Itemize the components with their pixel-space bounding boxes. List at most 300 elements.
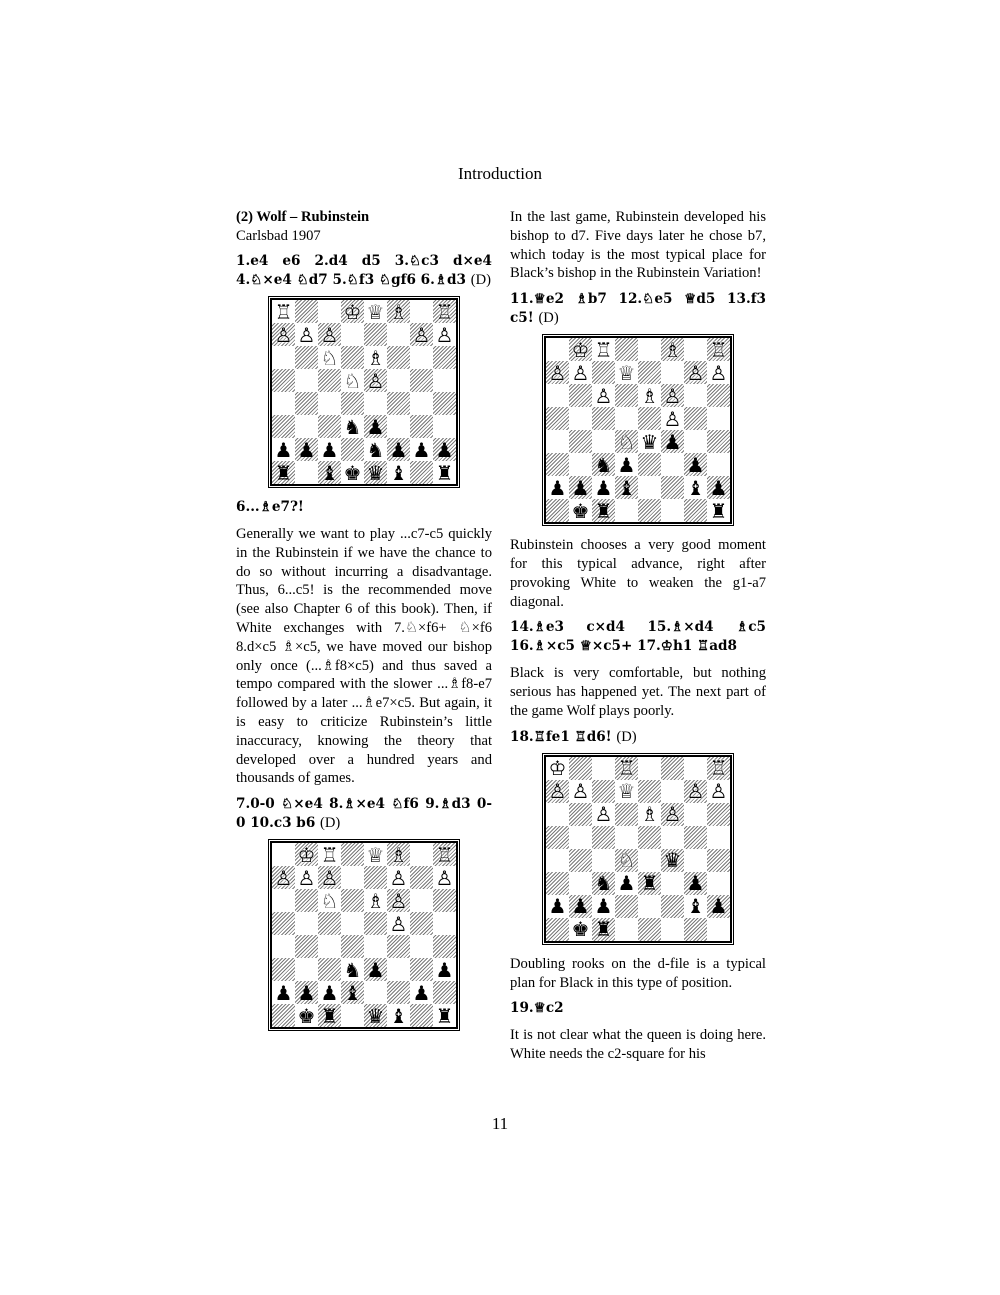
game-title: (2) Wolf – Rubinstein: [236, 209, 370, 225]
chess-piece-icon: ♟: [548, 475, 567, 500]
board-square: [615, 826, 638, 849]
chess-piece-icon: ♛: [366, 1003, 385, 1028]
board-square: [638, 361, 661, 384]
board-square: [433, 369, 456, 392]
chess-piece-icon: ♖: [274, 299, 293, 324]
board-square: [661, 918, 684, 941]
chess-piece-icon: ♗: [389, 842, 408, 867]
board-square: [661, 338, 684, 361]
board-square: [433, 843, 456, 866]
chess-piece-icon: ♖: [320, 842, 339, 867]
board-square: [341, 438, 364, 461]
board-square: [387, 912, 410, 935]
board-square: [433, 889, 456, 912]
board-square: [592, 803, 615, 826]
board-square: [592, 384, 615, 407]
board-square: [615, 499, 638, 522]
board-square: [410, 889, 433, 912]
chess-piece-icon: ♖: [617, 756, 636, 781]
chess-piece-icon: ♟: [709, 475, 728, 500]
board-square: [318, 415, 341, 438]
board-square: [295, 958, 318, 981]
chess-piece-icon: ♞: [343, 414, 362, 439]
board-square: [272, 866, 295, 889]
board-square: [615, 407, 638, 430]
board-square: [272, 415, 295, 438]
board-square: [546, 826, 569, 849]
board-square: [341, 1004, 364, 1027]
board-square: [684, 407, 707, 430]
board-square: [638, 849, 661, 872]
board-square: [364, 346, 387, 369]
board-square: [615, 384, 638, 407]
chess-piece-icon: ♕: [617, 779, 636, 804]
board-square: [341, 958, 364, 981]
board-square: [569, 361, 592, 384]
board-square: [318, 866, 341, 889]
chess-piece-icon: ♙: [548, 360, 567, 385]
board-square: [410, 935, 433, 958]
board-square: [569, 826, 592, 849]
chess-piece-icon: ♗: [366, 888, 385, 913]
board-square: [615, 872, 638, 895]
board-square: [341, 981, 364, 1004]
board-square: [410, 415, 433, 438]
commentary-paragraph: Doubling rooks on the d-file is a typical plan for Black in this type of position.: [510, 955, 766, 991]
chess-piece-icon: ♙: [435, 322, 454, 347]
board-square: [661, 872, 684, 895]
board-square: [707, 895, 730, 918]
board-square: [684, 384, 707, 407]
board-square: [638, 499, 661, 522]
board-square: [364, 889, 387, 912]
chess-piece-icon: ♟: [571, 894, 590, 919]
board-square: [341, 369, 364, 392]
board-square: [661, 430, 684, 453]
board-square: [661, 849, 684, 872]
board-square: [433, 912, 456, 935]
board-square: [707, 918, 730, 941]
board-square: [615, 780, 638, 803]
board-square: [684, 338, 707, 361]
board-square: [318, 346, 341, 369]
chess-piece-icon: ♞: [366, 437, 385, 462]
chess-piece-icon: ♜: [435, 1003, 454, 1028]
chess-piece-icon: ♚: [343, 460, 362, 485]
board-square: [707, 803, 730, 826]
board-square: [592, 430, 615, 453]
chess-piece-icon: ♕: [366, 299, 385, 324]
board-square: [318, 323, 341, 346]
chess-piece-icon: ♟: [412, 980, 431, 1005]
board-square: [433, 300, 456, 323]
board-square: [410, 369, 433, 392]
commentary-paragraph: In the last game, Rubinstein developed his bishop to d7. Five days later he chose b7, which today is the most typical place for Black’s bishop in the Rubinstein Variation!: [510, 209, 766, 282]
board-square: [615, 361, 638, 384]
board-square: [638, 780, 661, 803]
board-square: [295, 866, 318, 889]
board-square: [410, 866, 433, 889]
board-square: [546, 338, 569, 361]
chess-piece-icon: ♘: [617, 429, 636, 454]
board-square: [341, 912, 364, 935]
chess-piece-icon: ♗: [640, 383, 659, 408]
chess-piece-icon: ♟: [297, 980, 316, 1005]
chess-piece-icon: ♙: [412, 322, 431, 347]
board-square: [592, 918, 615, 941]
board-square: [546, 918, 569, 941]
board-square: [615, 757, 638, 780]
board-square: [272, 843, 295, 866]
chess-piece-icon: ♜: [320, 1003, 339, 1028]
chess-piece-icon: ♙: [686, 779, 705, 804]
board-square: [546, 476, 569, 499]
board-square: [410, 300, 433, 323]
board-square: [433, 415, 456, 438]
board-square: [295, 346, 318, 369]
chess-diagram: [544, 336, 732, 524]
board-square: [707, 407, 730, 430]
board-square: [272, 461, 295, 484]
chess-piece-icon: ♙: [709, 360, 728, 385]
chess-piece-icon: ♙: [663, 383, 682, 408]
board-square: [364, 912, 387, 935]
chess-piece-icon: ♝: [320, 460, 339, 485]
board-square: [661, 803, 684, 826]
board-square: [661, 499, 684, 522]
chess-piece-icon: ♟: [686, 871, 705, 896]
chess-piece-icon: ♔: [571, 337, 590, 362]
chess-piece-icon: ♟: [594, 894, 613, 919]
board-square: [569, 757, 592, 780]
chess-piece-icon: ♙: [663, 802, 682, 827]
chess-piece-icon: ♛: [663, 848, 682, 873]
board-square: [707, 430, 730, 453]
board-square: [638, 918, 661, 941]
chess-piece-icon: ♙: [548, 779, 567, 804]
board-square: [638, 407, 661, 430]
chess-piece-icon: ♛: [640, 429, 659, 454]
board-square: [569, 918, 592, 941]
board-square: [272, 958, 295, 981]
board-square: [295, 461, 318, 484]
chess-piece-icon: ♚: [571, 917, 590, 942]
commentary-paragraph: Black is very comfortable, but nothing serious has happened yet. The next part of the game Wolf plays poorly.: [510, 665, 766, 719]
chess-piece-icon: ♚: [571, 498, 590, 523]
moves-block: 19.♕c2: [510, 1000, 564, 1017]
board-square: [684, 361, 707, 384]
board-square: [707, 453, 730, 476]
board-square: [661, 757, 684, 780]
board-square: [546, 499, 569, 522]
board-square: [638, 895, 661, 918]
board-square: [569, 872, 592, 895]
board-square: [592, 453, 615, 476]
board-square: [546, 895, 569, 918]
board-square: [410, 346, 433, 369]
board-square: [615, 849, 638, 872]
board-square: [592, 895, 615, 918]
board-square: [364, 415, 387, 438]
chess-piece-icon: ♟: [274, 437, 293, 462]
board-square: [272, 889, 295, 912]
board-square: [272, 369, 295, 392]
chess-piece-icon: ♜: [640, 871, 659, 896]
board-square: [638, 338, 661, 361]
board-square: [341, 866, 364, 889]
chess-piece-icon: ♜: [594, 917, 613, 942]
board-square: [318, 300, 341, 323]
board-square: [569, 453, 592, 476]
board-square: [387, 843, 410, 866]
board-square: [433, 958, 456, 981]
board-square: [433, 392, 456, 415]
board-square: [433, 346, 456, 369]
board-square: [569, 895, 592, 918]
board-square: [410, 981, 433, 1004]
board-square: [318, 912, 341, 935]
board-square: [295, 438, 318, 461]
board-square: [569, 780, 592, 803]
board-square: [569, 430, 592, 453]
board-square: [661, 407, 684, 430]
chess-piece-icon: ♔: [343, 299, 362, 324]
board-square: [661, 476, 684, 499]
board-square: [387, 889, 410, 912]
board-square: [707, 757, 730, 780]
moves-block: 18.♖fe1 ♖d6! (D): [510, 728, 637, 745]
board-square: [684, 895, 707, 918]
board-square: [387, 461, 410, 484]
board-square: [684, 872, 707, 895]
chess-piece-icon: ♜: [435, 460, 454, 485]
board-square: [684, 430, 707, 453]
board-square: [364, 843, 387, 866]
board-square: [569, 803, 592, 826]
board-square: [318, 935, 341, 958]
board-square: [638, 826, 661, 849]
board-square: [410, 438, 433, 461]
chess-piece-icon: ♚: [297, 1003, 316, 1028]
board-square: [684, 757, 707, 780]
chess-piece-icon: ♟: [297, 437, 316, 462]
board-square: [387, 958, 410, 981]
board-square: [272, 981, 295, 1004]
chess-piece-icon: ♝: [617, 475, 636, 500]
board-square: [410, 323, 433, 346]
chess-piece-icon: ♗: [663, 337, 682, 362]
moves-block: 7.0-0 ♘×e4 8.♗×e4 ♘f6 9.♗d3 0-0 10.c3 b6 (D): [236, 796, 492, 832]
board-square: [592, 826, 615, 849]
board-square: [295, 300, 318, 323]
board-square: [272, 912, 295, 935]
chess-diagram: [270, 841, 458, 1029]
chess-piece-icon: ♖: [709, 756, 728, 781]
board-square: [592, 780, 615, 803]
board-square: [546, 803, 569, 826]
chess-piece-icon: ♙: [389, 865, 408, 890]
chess-piece-icon: ♝: [389, 460, 408, 485]
board-square: [615, 803, 638, 826]
board-square: [433, 935, 456, 958]
board-square: [433, 981, 456, 1004]
board-square: [387, 300, 410, 323]
chess-piece-icon: ♖: [435, 299, 454, 324]
board-square: [364, 392, 387, 415]
board-square: [318, 958, 341, 981]
board-square: [318, 843, 341, 866]
board-square: [295, 323, 318, 346]
board-square: [592, 849, 615, 872]
chess-piece-icon: ♜: [594, 498, 613, 523]
chess-piece-icon: ♝: [343, 980, 362, 1005]
chess-piece-icon: ♘: [343, 368, 362, 393]
board-square: [341, 935, 364, 958]
board-square: [592, 476, 615, 499]
chess-diagram: [270, 298, 458, 486]
board-square: [638, 453, 661, 476]
board-square: [684, 476, 707, 499]
chess-piece-icon: ♕: [617, 360, 636, 385]
chess-piece-icon: ♙: [435, 865, 454, 890]
board-square: [661, 361, 684, 384]
chess-piece-icon: ♙: [686, 360, 705, 385]
board-square: [707, 780, 730, 803]
board-square: [638, 872, 661, 895]
chess-piece-icon: ♙: [594, 383, 613, 408]
chess-piece-icon: ♟: [412, 437, 431, 462]
board-square: [364, 981, 387, 1004]
board-square: [638, 803, 661, 826]
chess-piece-icon: ♙: [389, 911, 408, 936]
board-square: [295, 912, 318, 935]
board-square: [661, 895, 684, 918]
moves-block: 6...♗e7?!: [236, 499, 304, 515]
board-square: [295, 935, 318, 958]
board-square: [295, 981, 318, 1004]
chess-piece-icon: ♙: [274, 865, 293, 890]
board-square: [661, 826, 684, 849]
board-square: [272, 323, 295, 346]
board-square: [546, 361, 569, 384]
board-square: [272, 438, 295, 461]
chess-piece-icon: ♗: [640, 802, 659, 827]
board-square: [272, 392, 295, 415]
board-square: [592, 499, 615, 522]
chess-piece-icon: ♟: [617, 871, 636, 896]
game-event: Carlsbad 1907: [236, 228, 321, 244]
board-square: [364, 323, 387, 346]
chess-piece-icon: ♕: [366, 842, 385, 867]
moves-block: 14.♗e3 c×d4 15.♗×d4 ♗c5 16.♗×c5 ♕×c5+ 17.♔h1 ♖ad8: [510, 619, 766, 655]
board-square: [341, 415, 364, 438]
board-square: [546, 872, 569, 895]
board-square: [546, 384, 569, 407]
chess-piece-icon: ♝: [686, 475, 705, 500]
commentary-paragraph: It is not clear what the queen is doing here. White needs the c2-square for his: [510, 1027, 766, 1063]
chess-piece-icon: ♟: [320, 980, 339, 1005]
chess-piece-icon: ♙: [274, 322, 293, 347]
chess-piece-icon: ♟: [320, 437, 339, 462]
chess-piece-icon: ♙: [297, 322, 316, 347]
commentary-paragraph: Rubinstein chooses a very good moment for this typical advance, right after provoking White to weaken the g1-a7 diagonal.: [510, 537, 766, 610]
board-square: [272, 1004, 295, 1027]
chess-piece-icon: ♙: [297, 865, 316, 890]
chess-piece-icon: ♘: [617, 848, 636, 873]
board-square: [341, 461, 364, 484]
board-square: [410, 912, 433, 935]
chess-piece-icon: ♘: [320, 345, 339, 370]
chess-piece-icon: ♜: [709, 498, 728, 523]
chess-piece-icon: ♔: [548, 756, 567, 781]
board-square: [684, 453, 707, 476]
board-square: [364, 935, 387, 958]
board-square: [364, 958, 387, 981]
chess-piece-icon: ♟: [435, 957, 454, 982]
board-square: [569, 849, 592, 872]
chess-piece-icon: ♟: [617, 452, 636, 477]
board-square: [638, 430, 661, 453]
board-square: [615, 453, 638, 476]
chess-piece-icon: ♟: [435, 437, 454, 462]
board-square: [410, 843, 433, 866]
chess-piece-icon: ♟: [366, 957, 385, 982]
board-square: [546, 430, 569, 453]
board-square: [684, 803, 707, 826]
board-square: [295, 369, 318, 392]
board-square: [433, 438, 456, 461]
board-square: [433, 323, 456, 346]
chess-piece-icon: ♙: [709, 779, 728, 804]
chess-piece-icon: ♞: [343, 957, 362, 982]
board-square: [546, 407, 569, 430]
board-square: [592, 338, 615, 361]
board-square: [341, 889, 364, 912]
board-square: [684, 499, 707, 522]
board-square: [318, 889, 341, 912]
board-square: [387, 866, 410, 889]
board-square: [615, 338, 638, 361]
board-square: [318, 981, 341, 1004]
chess-piece-icon: ♝: [686, 894, 705, 919]
board-square: [569, 338, 592, 361]
board-square: [295, 392, 318, 415]
chess-piece-icon: ♗: [389, 299, 408, 324]
board-square: [615, 918, 638, 941]
board-square: [707, 849, 730, 872]
board-square: [707, 826, 730, 849]
board-square: [341, 843, 364, 866]
board-square: [684, 780, 707, 803]
chess-piece-icon: ♙: [366, 368, 385, 393]
chess-piece-icon: ♟: [594, 475, 613, 500]
chess-piece-icon: ♟: [274, 980, 293, 1005]
board-square: [410, 1004, 433, 1027]
chess-piece-icon: ♟: [389, 437, 408, 462]
chess-piece-icon: ♙: [663, 406, 682, 431]
board-square: [684, 918, 707, 941]
board-square: [707, 384, 730, 407]
chess-piece-icon: ♙: [594, 802, 613, 827]
board-square: [707, 338, 730, 361]
board-square: [592, 757, 615, 780]
board-square: [272, 300, 295, 323]
chess-piece-icon: ♝: [389, 1003, 408, 1028]
board-square: [410, 461, 433, 484]
chess-piece-icon: ♙: [571, 779, 590, 804]
chess-piece-icon: ♞: [594, 452, 613, 477]
chess-piece-icon: ♙: [320, 865, 339, 890]
